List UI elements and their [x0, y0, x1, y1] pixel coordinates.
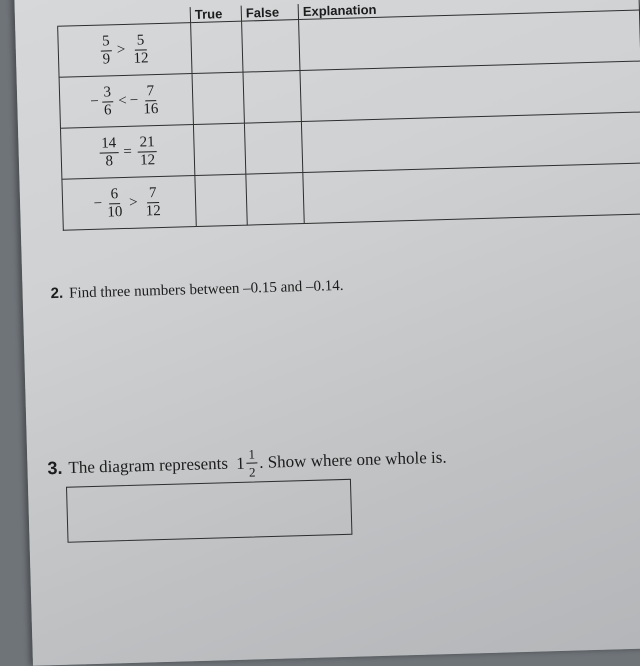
- comparison-operator: =: [123, 143, 133, 160]
- right-numerator: 7: [144, 83, 156, 101]
- left-fraction: [99, 135, 119, 171]
- right-fraction: [141, 82, 161, 118]
- inequality: [96, 134, 159, 171]
- header-false: False: [241, 4, 298, 21]
- true-answer-cell[interactable]: [191, 21, 243, 73]
- inequality: [93, 184, 165, 221]
- statement-cell: [60, 125, 194, 180]
- header-true: True: [190, 6, 241, 23]
- header-explanation: Explanation: [298, 0, 639, 20]
- right-fraction: [131, 32, 151, 68]
- inequality: [90, 82, 163, 119]
- diagram-box: [66, 479, 352, 543]
- true-answer-cell[interactable]: [192, 72, 244, 124]
- left-sign: −: [90, 93, 99, 110]
- false-answer-cell[interactable]: [244, 122, 302, 175]
- explanation-answer-cell[interactable]: [301, 112, 640, 173]
- question-3: [47, 440, 447, 486]
- mixed-number: [236, 445, 260, 481]
- right-numerator: 5: [135, 32, 147, 50]
- right-denominator: 16: [143, 100, 159, 117]
- comparison-operator: >: [116, 41, 126, 58]
- right-fraction: [143, 184, 163, 220]
- statement-cell: [59, 74, 193, 129]
- right-numerator: 21: [137, 134, 156, 153]
- true-false-table: [57, 0, 640, 231]
- explanation-answer-cell[interactable]: [303, 163, 640, 224]
- question-3-text: The diagram represents: [68, 453, 229, 478]
- right-fraction: [137, 134, 157, 170]
- comparison-operator: <: [118, 92, 127, 109]
- left-fraction: [101, 84, 113, 119]
- question-2-number: 2.: [50, 284, 64, 303]
- left-denominator: 6: [103, 101, 112, 119]
- right-denominator: 12: [133, 49, 149, 67]
- left-numerator: 6: [108, 186, 120, 204]
- left-sign: −: [93, 195, 103, 212]
- right-numerator: 7: [147, 185, 159, 203]
- statement-cell: [62, 176, 196, 231]
- left-numerator: 3: [101, 84, 113, 102]
- left-denominator: 10: [107, 203, 123, 220]
- left-numerator: 14: [99, 135, 118, 154]
- right-sign: −: [129, 92, 139, 109]
- mixed-numerator: 1: [246, 445, 257, 463]
- question-3-text-after: . Show where one whole is.: [258, 447, 447, 472]
- question-2-text: Find three numbers between –0.15 and –0.14.: [68, 277, 344, 302]
- left-fraction: [105, 186, 125, 222]
- question-3-number: 3.: [47, 457, 63, 478]
- inequality: [97, 32, 153, 69]
- false-answer-cell[interactable]: [242, 20, 300, 73]
- true-answer-cell[interactable]: [193, 123, 245, 175]
- true-answer-cell[interactable]: [195, 174, 247, 226]
- statement-cell: [58, 23, 192, 78]
- question-2: [50, 277, 343, 303]
- false-answer-cell[interactable]: [246, 173, 304, 226]
- left-denominator: 8: [105, 152, 114, 170]
- left-fraction: [100, 33, 112, 68]
- left-denominator: 9: [102, 50, 111, 68]
- right-denominator: 12: [139, 151, 156, 169]
- explanation-answer-cell[interactable]: [300, 61, 640, 122]
- mixed-whole: 1: [235, 453, 245, 473]
- comparison-operator: >: [128, 194, 138, 211]
- mixed-fraction: [246, 445, 257, 480]
- mixed-denominator: 2: [248, 464, 256, 480]
- left-numerator: 5: [100, 33, 112, 51]
- right-denominator: 12: [145, 202, 162, 219]
- worksheet-page: [14, 0, 640, 666]
- false-answer-cell[interactable]: [243, 71, 301, 124]
